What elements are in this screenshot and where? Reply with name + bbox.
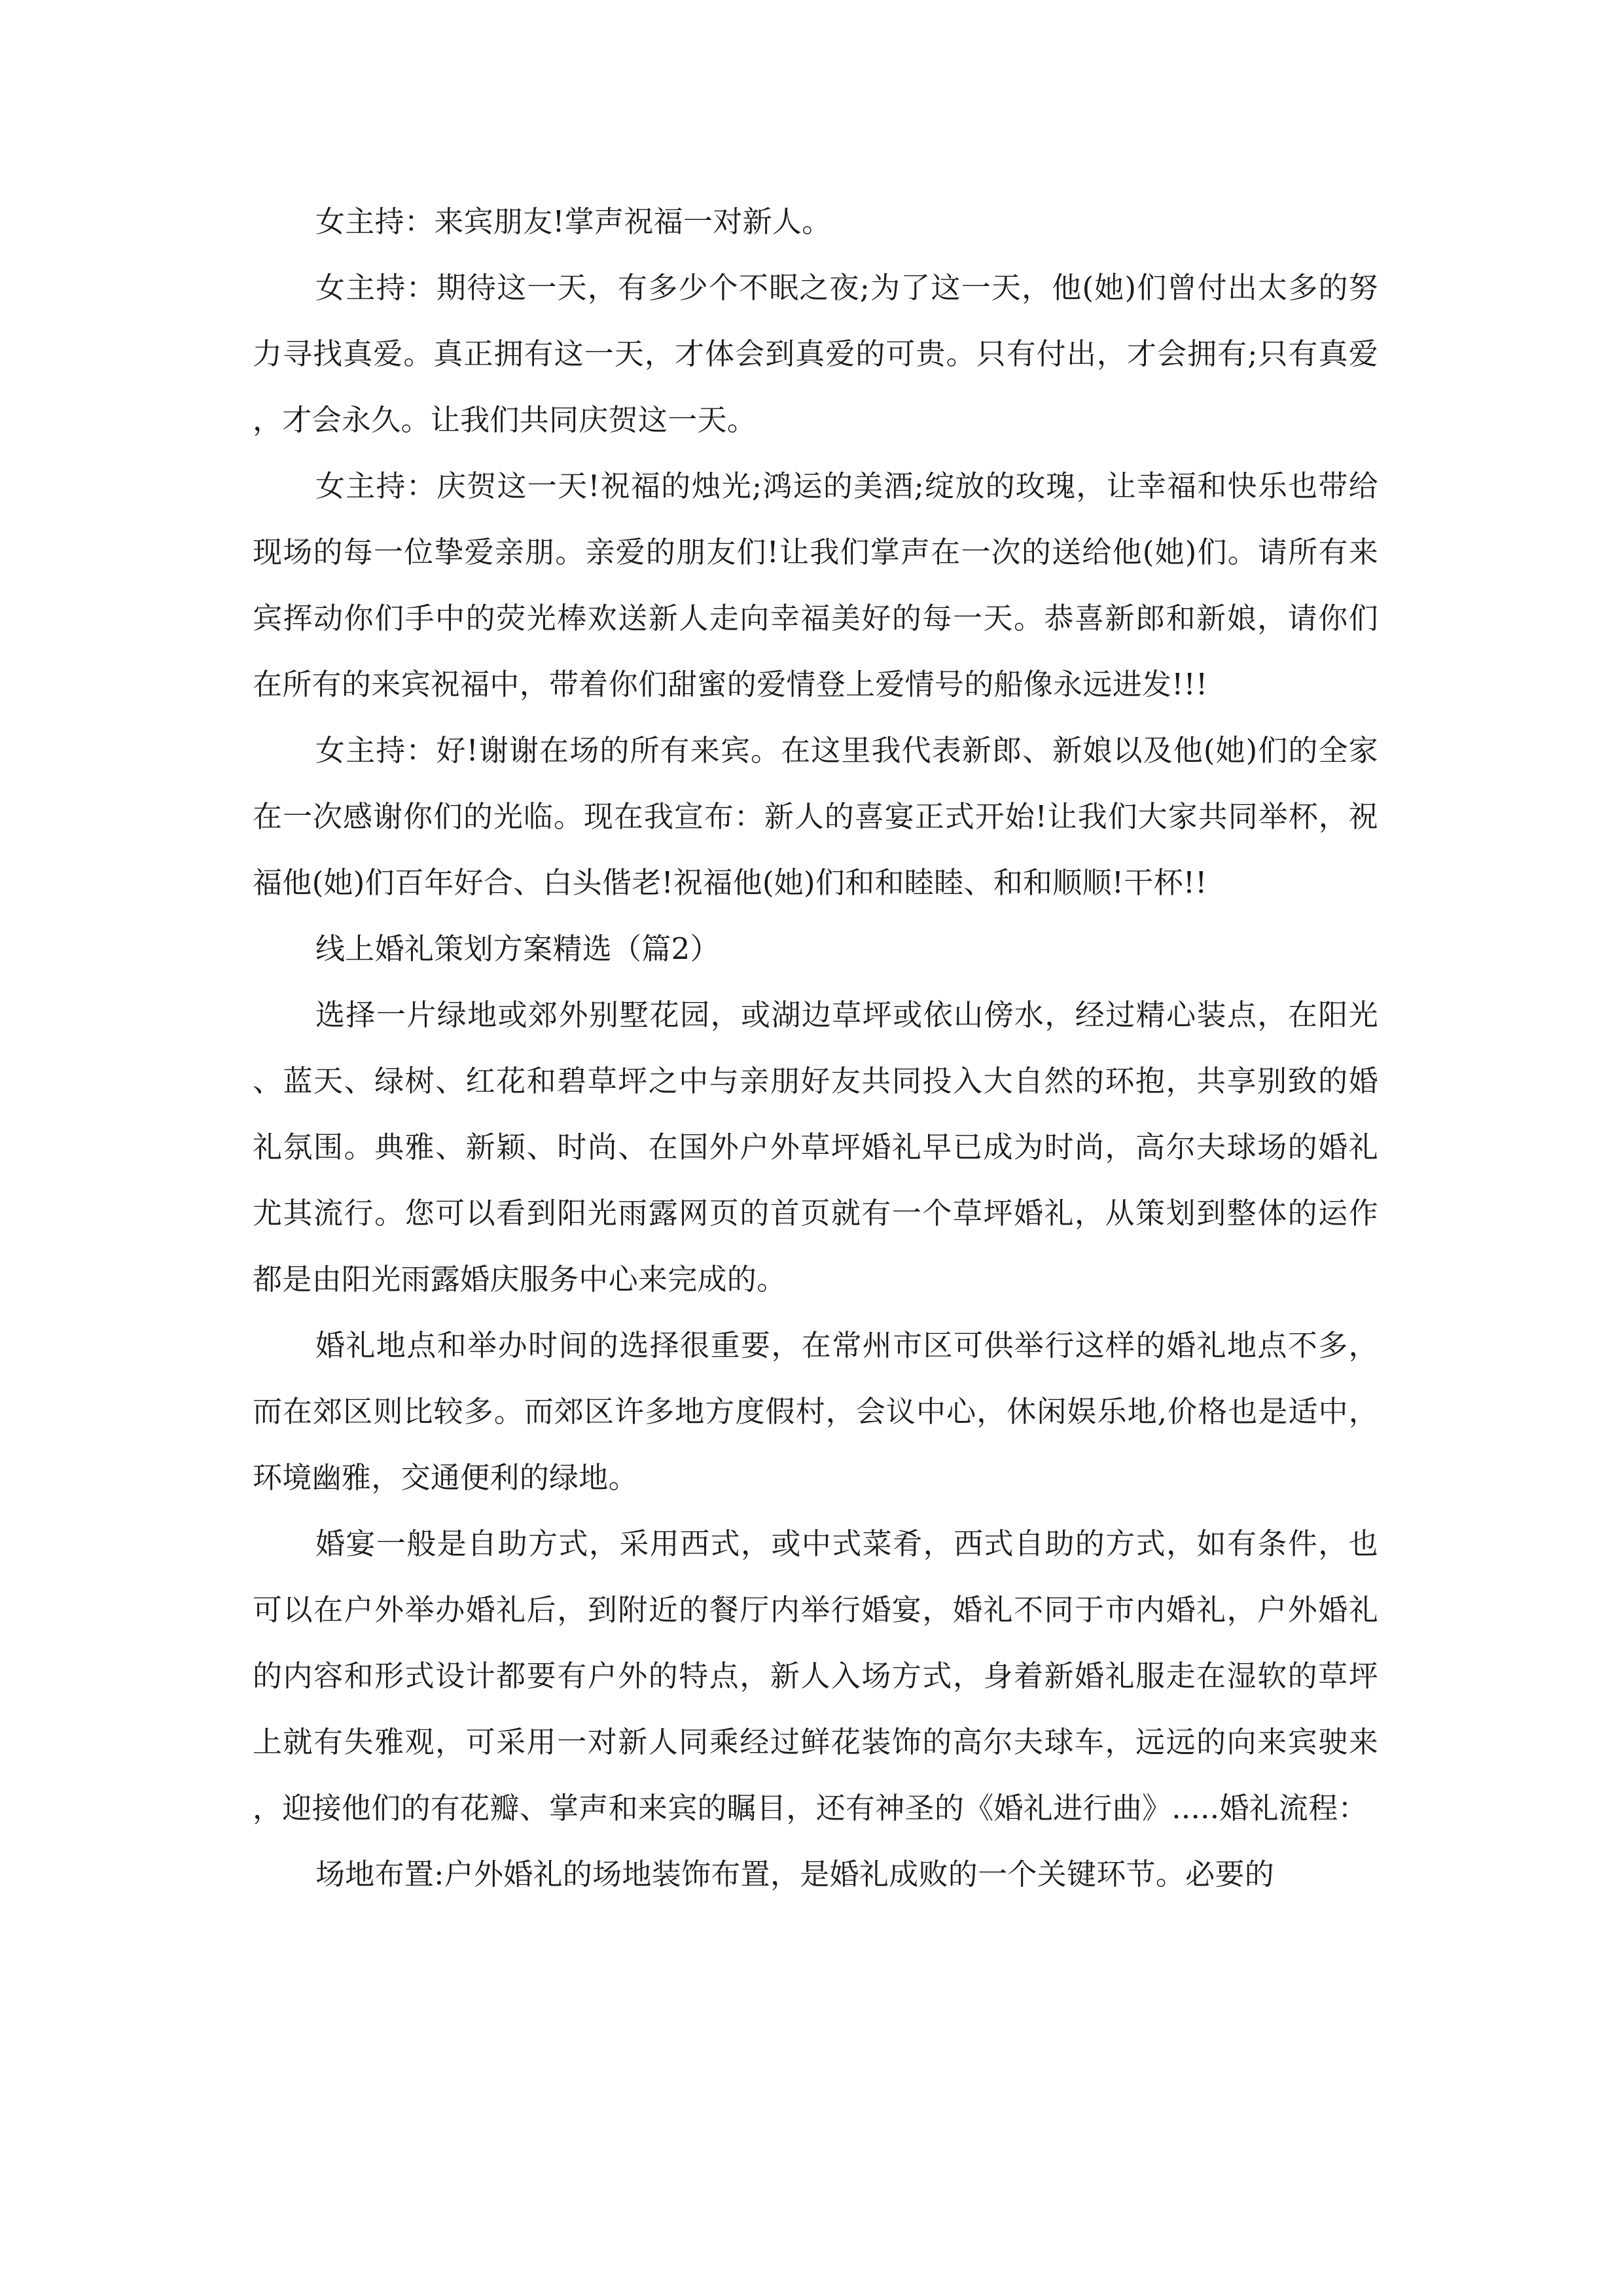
paragraph-location-time: 婚礼地点和举办时间的选择很重要，在常州市区可供举行这样的婚礼地点不多，而在郊区则比较多。而郊区许多地方度假村，会议中心，休闲娱乐地,价格也是适中，环境幽雅，交通便利的绿地。: [253, 1328, 1378, 1495]
section-heading: 线上婚礼策划方案精选（篇2）: [315, 931, 720, 966]
paragraph-host-applause: 女主持：来宾朋友!掌声祝福一对新人。: [315, 204, 832, 239]
paragraph-site-layout: 场地布置:户外婚礼的场地装饰布置，是婚礼成败的一个关键环节。必要的: [315, 1857, 1275, 1892]
paragraph-host-celebration: 女主持：庆贺这一天!祝福的烛光;鸿运的美酒;绽放的玫瑰，让幸福和快乐也带给现场的每一位挚爱亲朋。亲爱的朋友们!让我们掌声在一次的送给他(她)们。请所有来宾挥动你们手中的荧光棒欢送新人走向幸福美好的每一天。恭喜新郎和新娘，请你们在所有的来宾祝福中，带着你们甜蜜的爱情登上爱情号的船像永远进发!!!: [253, 469, 1378, 702]
paragraph-venue-choice: 选择一片绿地或郊外别墅花园，或湖边草坪或依山傍水，经过精心装点，在阳光、蓝天、绿树、红花和碧草坪之中与亲朋好友共同投入大自然的环抱，共享别致的婚礼氛围。典雅、新颖、时尚、在国外户外草坪婚礼早已成为时尚，高尔夫球场的婚礼尤其流行。您可以看到阳光雨露网页的首页就有一个草坪婚礼，从策划到整体的运作都是由阳光雨露婚庆服务中心来完成的。: [253, 997, 1378, 1297]
paragraph-host-toast: 女主持：好!谢谢在场的所有来宾。在这里我代表新郎、新娘以及他(她)们的全家在一次感谢你们的光临。现在我宣布：新人的喜宴正式开始!让我们大家共同举杯，祝福他(她)们百年好合、白头偕老!祝福他(她)们和和睦睦、和和顺顺!干杯!!: [253, 733, 1378, 900]
document-body: [253, 188, 1378, 1907]
paragraph-banquet: 婚宴一般是自助方式，采用西式，或中式菜肴，西式自助的方式，如有条件，也可以在户外举办婚礼后，到附近的餐厅内举行婚宴，婚礼不同于市内婚礼，户外婚礼的内容和形式设计都要有户外的特点，新人入场方式，身着新婚礼服走在湿软的草坪上就有失雅观，可采用一对新人同乘经过鲜花装饰的高尔夫球车，远远的向来宾驶来，迎接他们的有花瓣、掌声和来宾的瞩目，还有神圣的《婚礼进行曲》.....婚礼流程：: [253, 1526, 1378, 1825]
paragraph-host-anticipation: 女主持：期待这一天，有多少个不眠之夜;为了这一天，他(她)们曾付出太多的努力寻找真爱。真正拥有这一天，才体会到真爱的可贵。只有付出，才会拥有;只有真爱，才会永久。让我们共同庆贺这一天。: [253, 270, 1378, 437]
